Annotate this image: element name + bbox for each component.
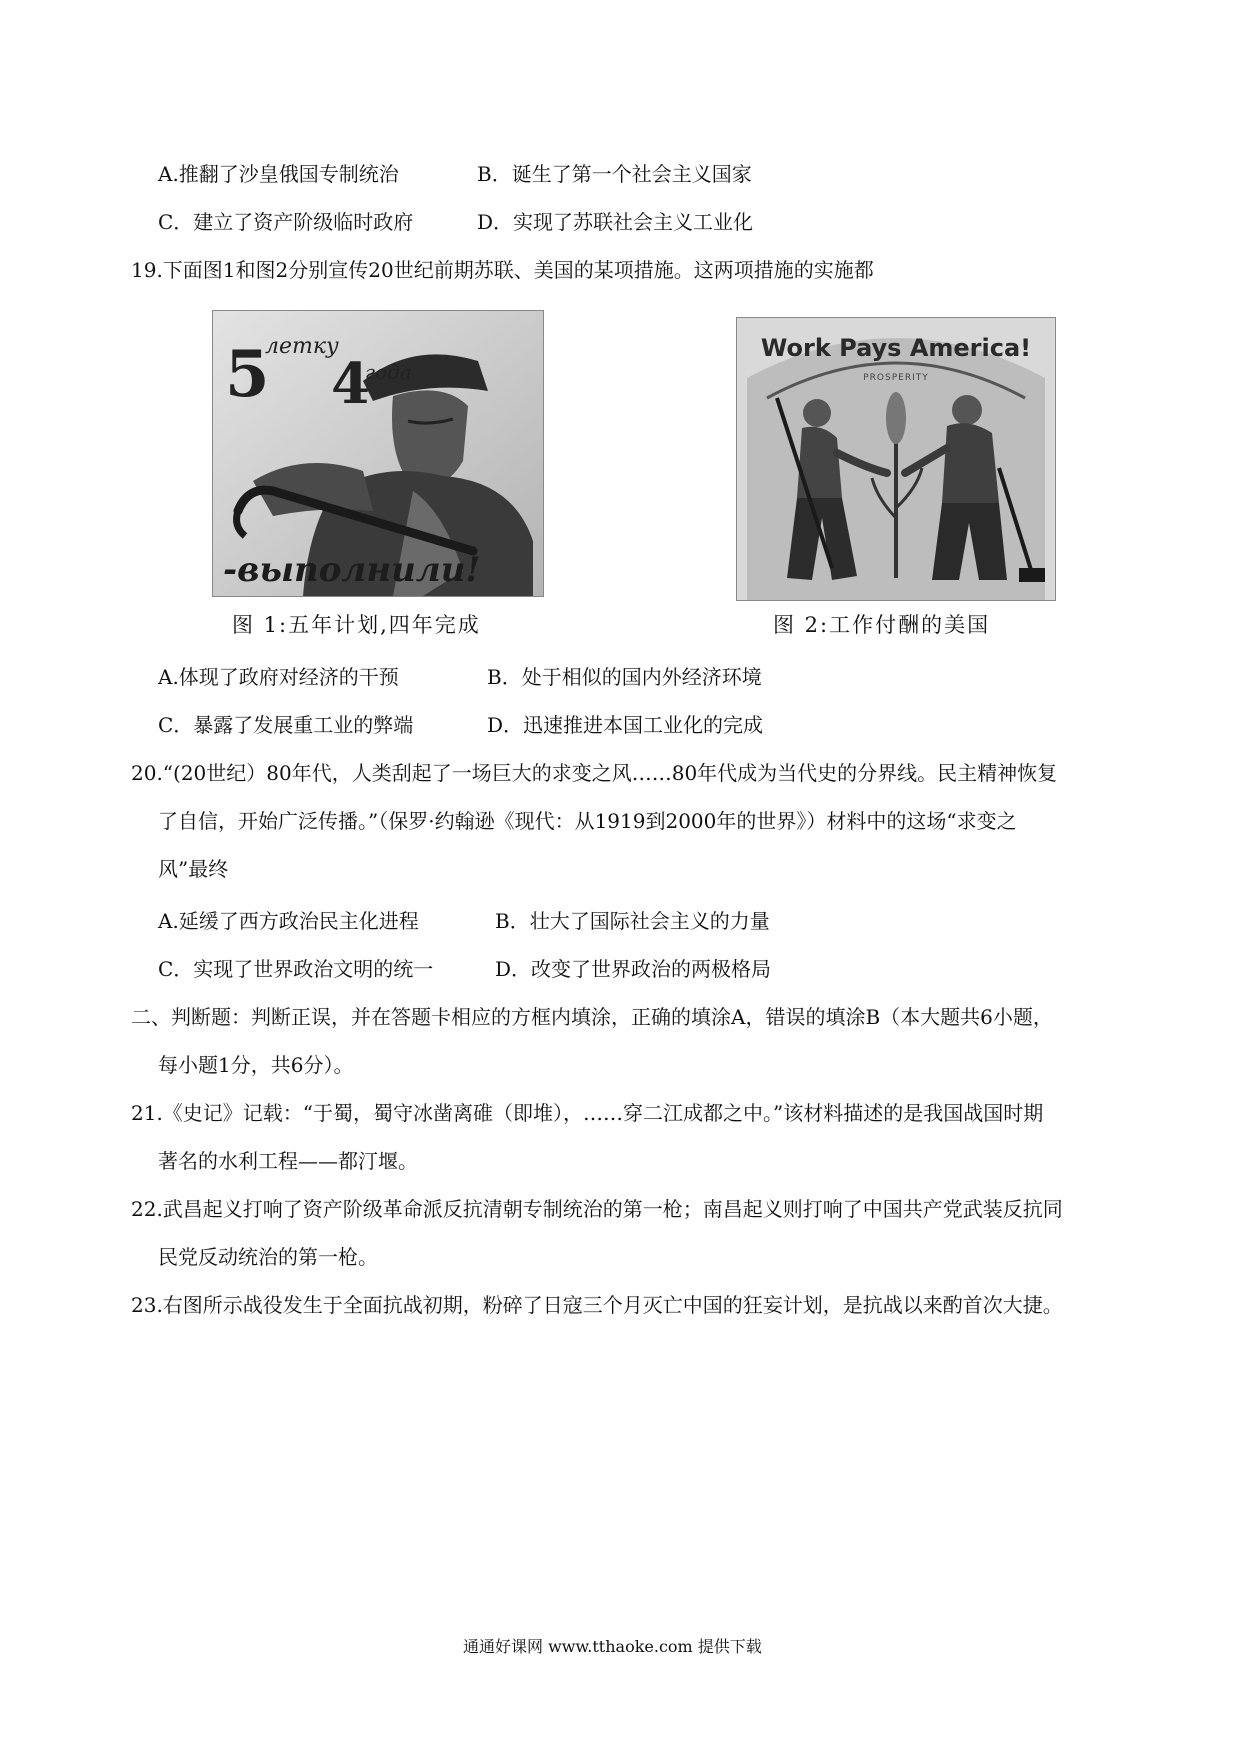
q22-line-1: 22.武昌起义打响了资产阶级革命派反抗清朝专制统治的第一枪；南昌起义则打响了中国共产党武装反抗同	[131, 1197, 1063, 1221]
q20-line-3: 风”最终	[158, 857, 229, 881]
q20-option-d: D．改变了世界政治的两极格局	[495, 957, 772, 981]
q19-stem: 19.下面图1和图2分别宣传20世纪前期苏联、美国的某项措施。这两项措施的实施都	[131, 258, 874, 282]
q18-option-a: A.推翻了沙皇俄国专制统治	[158, 162, 399, 186]
figure2-poster	[736, 317, 1056, 601]
figure1-text-letku: летку	[265, 334, 339, 359]
figure1-poster	[212, 310, 544, 597]
section2-heading-line-2: 每小题1分，共6分）。	[158, 1053, 354, 1077]
figure1-text-5: 5	[225, 337, 270, 412]
q23-line-1: 23.右图所示战役发生于全面抗战初期，粉碎了日寇三个月灭亡中国的狂妄计划，是抗战以来酌首次大捷。	[131, 1293, 1063, 1317]
figure2-text-title: Work Pays America!	[760, 334, 1032, 362]
figure2-text-banner: PROSPERITY	[863, 373, 929, 383]
figure1-text-vypolnili: -выполнили!	[223, 550, 481, 590]
q18-option-d: D．实现了苏联社会主义工业化	[477, 210, 754, 234]
section2-heading-line-1: 二、判断题：判断正误，并在答题卡相应的方框内填涂，正确的填涂A，错误的填涂B（本大题共6小题，	[131, 1005, 1053, 1029]
figure1-caption: 图 1:五年计划,四年完成	[232, 613, 481, 637]
q21-line-1: 21.《史记》记载：“于蜀，蜀守冰凿离碓（即堆），……穿二江成都之中。”该材料描述的是我国战国时期	[131, 1101, 1044, 1125]
q19-option-a: A.体现了政府对经济的干预	[158, 665, 399, 689]
q18-option-b: B．诞生了第一个社会主义国家	[477, 162, 752, 186]
q20-line-2: 了自信，开始广泛传播。”（保罗·约翰逊《现代：从1919到2000年的世界》）材料中的这场“求变之	[158, 809, 1017, 833]
q18-option-c: C．建立了资产阶级临时政府	[158, 210, 414, 234]
figure1-text-goda: года	[365, 360, 412, 384]
q20-option-b: B．壮大了国际社会主义的力量	[495, 909, 770, 933]
q20-option-a: A.延缓了西方政治民主化进程	[158, 909, 419, 933]
q19-option-b: B．处于相似的国内外经济环境	[487, 665, 762, 689]
q19-option-d: D．迅速推进本国工业化的完成	[487, 713, 764, 737]
q22-line-2: 民党反动统治的第一枪。	[158, 1245, 378, 1269]
footer-text: 通通好课网 www.tthaoke.com 提供下载	[463, 1637, 762, 1656]
q20-option-c: C．实现了世界政治文明的统一	[158, 957, 434, 981]
figure1-text-4: 4	[331, 351, 370, 417]
q19-option-c: C．暴露了发展重工业的弊端	[158, 713, 414, 737]
figure2-poster-illustration	[737, 318, 1055, 600]
figure1-poster-illustration	[213, 311, 543, 596]
q21-line-2: 著名的水利工程——都汀堰。	[158, 1149, 418, 1173]
figure2-caption: 图 2:工作付酬的美国	[773, 613, 991, 637]
q20-line-1: 20.“(20世纪）80年代，人类刮起了一场巨大的求变之风……80年代成为当代史的分界线。民主精神恢复	[131, 761, 1058, 785]
